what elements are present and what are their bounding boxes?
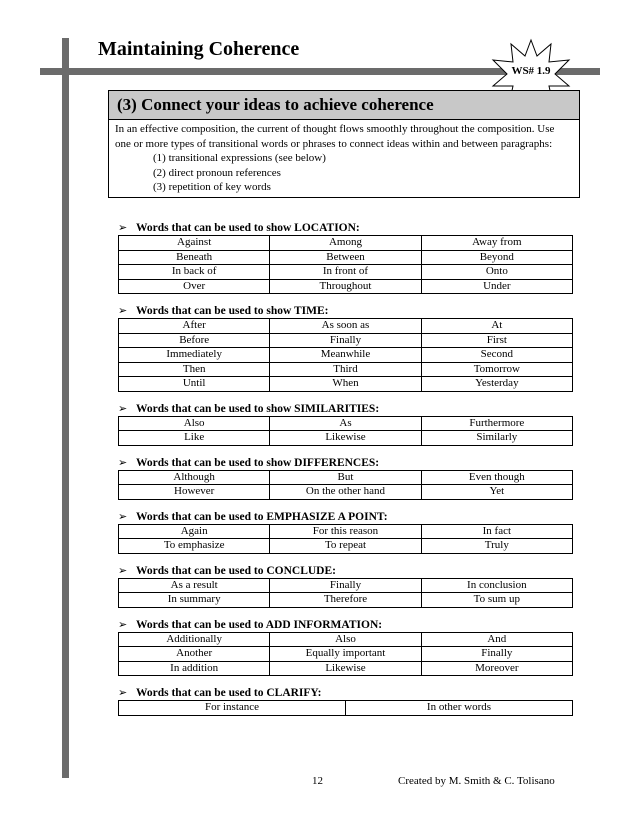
table-row bbox=[119, 416, 573, 431]
word-table bbox=[118, 416, 573, 446]
table-cell: Again bbox=[119, 524, 270, 539]
table-cell: Onto bbox=[421, 265, 572, 280]
table-cell: First bbox=[421, 333, 572, 348]
word-group bbox=[118, 618, 573, 677]
word-table bbox=[118, 524, 573, 554]
table-row bbox=[119, 632, 573, 647]
word-group bbox=[118, 686, 573, 716]
table-cell: Immediately bbox=[119, 348, 270, 363]
word-group-heading-text: Words that can be used to show TIME: bbox=[136, 305, 329, 317]
table-cell: Under bbox=[421, 279, 572, 294]
table-cell: On the other hand bbox=[270, 485, 421, 500]
table-cell: At bbox=[421, 319, 572, 334]
arrow-bullet-icon: ➢ bbox=[118, 456, 128, 469]
section-list-item: (1) transitional expressions (see below) bbox=[153, 152, 326, 164]
table-cell: In front of bbox=[270, 265, 421, 280]
arrow-bullet-icon: ➢ bbox=[118, 564, 128, 577]
table-cell: To sum up bbox=[421, 593, 572, 608]
table-row bbox=[119, 265, 573, 280]
word-group bbox=[118, 221, 573, 294]
table-cell: In conclusion bbox=[421, 578, 572, 593]
word-group-heading-text: Words that can be used to EMPHASIZE A POINT: bbox=[136, 510, 388, 523]
table-cell: Finally bbox=[421, 647, 572, 662]
word-table bbox=[118, 470, 573, 500]
word-group-heading bbox=[118, 510, 573, 524]
worksheet-badge-text: WS# 1.9 bbox=[511, 65, 551, 77]
table-cell: Likewise bbox=[270, 661, 421, 676]
table-cell: Third bbox=[270, 362, 421, 377]
arrow-bullet-icon: ➢ bbox=[118, 510, 128, 523]
table-cell: Second bbox=[421, 348, 572, 363]
table-row bbox=[119, 431, 573, 446]
table-cell: Moreover bbox=[421, 661, 572, 676]
table-row bbox=[119, 470, 573, 485]
table-cell: In other words bbox=[346, 701, 573, 716]
table-cell: Between bbox=[270, 250, 421, 265]
table-cell: Throughout bbox=[270, 279, 421, 294]
table-cell: As soon as bbox=[270, 319, 421, 334]
table-cell: Over bbox=[119, 279, 270, 294]
table-cell: Similarly bbox=[421, 431, 572, 446]
table-cell: Equally important bbox=[270, 647, 421, 662]
table-cell: Tomorrow bbox=[421, 362, 572, 377]
section-list-item: (3) repetition of key words bbox=[153, 181, 271, 193]
table-row bbox=[119, 236, 573, 251]
table-cell: Also bbox=[270, 632, 421, 647]
table-row bbox=[119, 578, 573, 593]
table-row bbox=[119, 524, 573, 539]
word-group-heading bbox=[118, 402, 573, 416]
word-group bbox=[118, 564, 573, 608]
arrow-bullet-icon: ➢ bbox=[118, 305, 128, 317]
arrow-bullet-icon: ➢ bbox=[118, 222, 128, 234]
table-row bbox=[119, 319, 573, 334]
word-group-heading-text: Words that can be used to show SIMILARITIES: bbox=[136, 402, 380, 415]
table-cell: Therefore bbox=[270, 593, 421, 608]
word-group-heading-text: Words that can be used to CLARIFY: bbox=[136, 687, 322, 699]
table-row bbox=[119, 333, 573, 348]
table-cell: Finally bbox=[270, 333, 421, 348]
word-groups bbox=[118, 221, 573, 726]
section-intro: In an effective composition, the current of thought flows smoothly throughout the composition. Use one or more types of transitional words or phrases to connect ideas within and between paragraphs: bbox=[115, 123, 555, 150]
table-cell: Finally bbox=[270, 578, 421, 593]
section-body bbox=[109, 120, 579, 197]
section-list-item: (2) direct pronoun references bbox=[153, 166, 281, 179]
table-cell: As a result bbox=[119, 578, 270, 593]
table-cell: However bbox=[119, 485, 270, 500]
table-row bbox=[119, 661, 573, 676]
table-cell: But bbox=[270, 470, 421, 485]
table-cell: Away from bbox=[421, 236, 572, 251]
arrow-bullet-icon: ➢ bbox=[118, 402, 128, 415]
table-cell: In fact bbox=[421, 524, 572, 539]
word-group-heading bbox=[118, 304, 573, 318]
table-cell: Meanwhile bbox=[270, 348, 421, 363]
table-cell: And bbox=[421, 632, 572, 647]
word-group-heading bbox=[118, 686, 573, 700]
word-group bbox=[118, 510, 573, 554]
table-cell: For this reason bbox=[270, 524, 421, 539]
section-heading: (3) Connect your ideas to achieve coherence bbox=[109, 91, 579, 120]
word-table bbox=[118, 578, 573, 608]
table-cell: Beyond bbox=[421, 250, 572, 265]
word-group-heading-text: Words that can be used to show DIFFERENCES: bbox=[136, 456, 380, 469]
table-cell: Truly bbox=[421, 539, 572, 554]
table-cell: Against bbox=[119, 236, 270, 251]
word-group-heading bbox=[118, 221, 573, 235]
word-table bbox=[118, 235, 573, 294]
table-row bbox=[119, 377, 573, 392]
footer-credit: Created by M. Smith & C. Tolisano bbox=[398, 775, 555, 787]
page-title: Maintaining Coherence bbox=[98, 38, 300, 60]
table-cell: Yet bbox=[421, 485, 572, 500]
word-group-heading-text: Words that can be used to CONCLUDE: bbox=[136, 564, 336, 577]
word-group bbox=[118, 304, 573, 392]
table-cell: In addition bbox=[119, 661, 270, 676]
table-cell: Another bbox=[119, 647, 270, 662]
table-row bbox=[119, 348, 573, 363]
table-cell: When bbox=[270, 377, 421, 392]
table-cell: Like bbox=[119, 431, 270, 446]
table-row bbox=[119, 250, 573, 265]
word-group-heading bbox=[118, 564, 573, 578]
table-cell: In back of bbox=[119, 265, 270, 280]
table-cell: Also bbox=[119, 416, 270, 431]
section-box bbox=[108, 90, 580, 198]
table-row bbox=[119, 593, 573, 608]
table-cell: After bbox=[119, 319, 270, 334]
table-row bbox=[119, 701, 573, 716]
table-row bbox=[119, 362, 573, 377]
table-row bbox=[119, 539, 573, 554]
table-cell: In summary bbox=[119, 593, 270, 608]
table-cell: Then bbox=[119, 362, 270, 377]
word-group bbox=[118, 456, 573, 500]
table-cell: Among bbox=[270, 236, 421, 251]
arrow-bullet-icon: ➢ bbox=[118, 687, 128, 699]
table-cell: To repeat bbox=[270, 539, 421, 554]
word-group-heading bbox=[118, 456, 573, 470]
table-cell: Although bbox=[119, 470, 270, 485]
table-row bbox=[119, 279, 573, 294]
table-cell: For instance bbox=[119, 701, 346, 716]
table-cell: Yesterday bbox=[421, 377, 572, 392]
table-cell: Until bbox=[119, 377, 270, 392]
table-cell: Furthermore bbox=[421, 416, 572, 431]
arrow-bullet-icon: ➢ bbox=[118, 618, 128, 631]
table-cell: Beneath bbox=[119, 250, 270, 265]
page-number: 12 bbox=[312, 775, 323, 787]
word-group-heading-text: Words that can be used to show LOCATION: bbox=[136, 222, 360, 234]
word-group bbox=[118, 402, 573, 446]
table-cell: Even though bbox=[421, 470, 572, 485]
table-cell: Before bbox=[119, 333, 270, 348]
table-cell: Additionally bbox=[119, 632, 270, 647]
word-table bbox=[118, 700, 573, 716]
table-cell: To emphasize bbox=[119, 539, 270, 554]
table-cell: As bbox=[270, 416, 421, 431]
table-row bbox=[119, 485, 573, 500]
frame-vertical-bar bbox=[62, 38, 69, 778]
word-group-heading-text: Words that can be used to ADD INFORMATION: bbox=[136, 618, 383, 631]
word-table bbox=[118, 632, 573, 677]
table-row bbox=[119, 647, 573, 662]
table-cell: Likewise bbox=[270, 431, 421, 446]
word-table bbox=[118, 318, 573, 392]
word-group-heading bbox=[118, 618, 573, 632]
